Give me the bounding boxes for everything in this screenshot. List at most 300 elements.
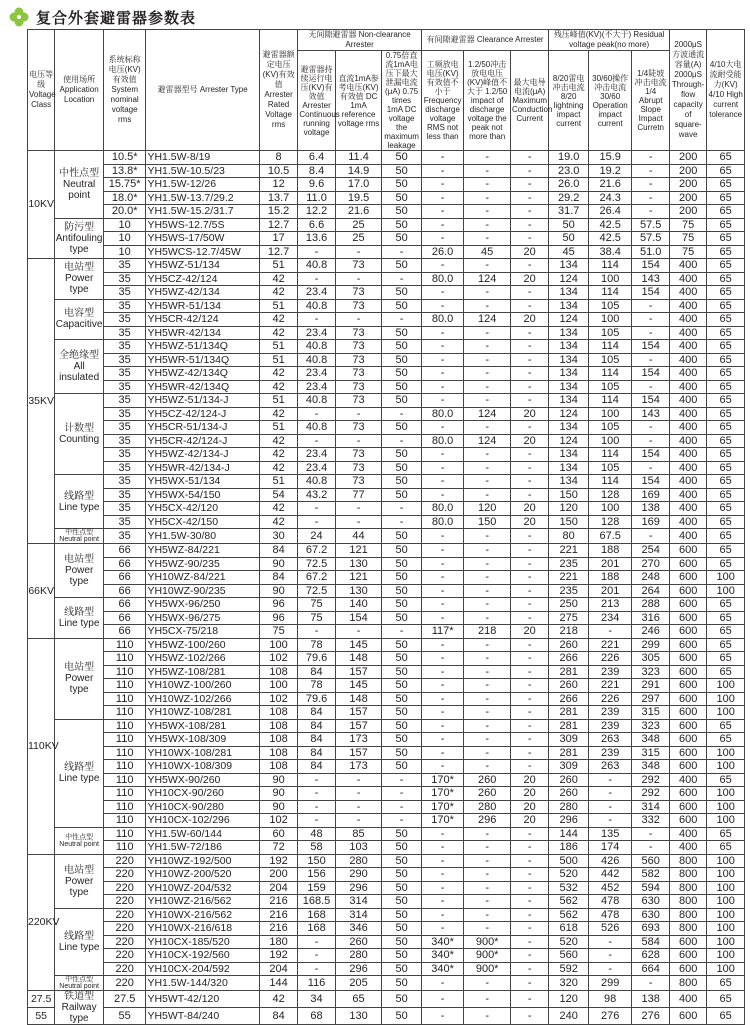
- value-cell: -: [464, 353, 511, 367]
- value-cell: 65: [707, 299, 745, 313]
- value-cell: 50: [382, 340, 422, 354]
- value-cell: -: [510, 232, 548, 246]
- value-cell: 159: [298, 881, 335, 895]
- value-cell: 65: [707, 598, 745, 612]
- value-cell: 145: [335, 638, 382, 652]
- value-cell: 108: [259, 665, 297, 679]
- value-cell: 57.5: [632, 218, 669, 232]
- table-row: [28, 367, 745, 381]
- value-cell: 65: [707, 151, 745, 165]
- value-cell: 400: [669, 421, 706, 435]
- value-cell: -: [421, 706, 464, 720]
- value-cell: -: [510, 652, 548, 666]
- value-cell: 66: [103, 611, 146, 625]
- value-cell: 600: [669, 692, 706, 706]
- value-cell: 281: [549, 665, 588, 679]
- value-cell: 50: [382, 841, 422, 855]
- value-cell: -: [632, 434, 669, 448]
- location-cell: 线路型 Line type: [55, 598, 104, 639]
- value-cell: 218: [464, 625, 511, 639]
- value-cell: -: [464, 706, 511, 720]
- value-cell: 51: [259, 475, 297, 489]
- value-cell: 800: [669, 895, 706, 909]
- value-cell: 220: [103, 908, 146, 922]
- value-cell: -: [632, 976, 669, 991]
- table-row: [28, 652, 745, 666]
- header-res-820: 8/20雷电冲击电流 8/20 lightning impact current: [549, 51, 588, 151]
- value-cell: -: [298, 787, 335, 801]
- table-row: [28, 935, 745, 949]
- value-cell: 50: [382, 557, 422, 571]
- value-cell: 65: [707, 515, 745, 529]
- value-cell: 594: [632, 881, 669, 895]
- value-cell: 600: [669, 1008, 706, 1025]
- value-cell: 78: [298, 679, 335, 693]
- value-cell: 600: [669, 706, 706, 720]
- value-cell: 108: [259, 719, 297, 733]
- value-cell: -: [464, 286, 511, 300]
- value-cell: 72: [259, 841, 297, 855]
- value-cell: 65: [707, 340, 745, 354]
- value-cell: 42.5: [588, 218, 632, 232]
- value-cell: -: [510, 380, 548, 394]
- value-cell: -: [464, 475, 511, 489]
- value-cell: -: [298, 814, 335, 828]
- value-cell: 14.9: [335, 164, 382, 178]
- model-cell: YH5CZ-42/124-J: [146, 407, 259, 421]
- value-cell: 134: [549, 286, 588, 300]
- value-cell: 13.7: [259, 191, 297, 205]
- value-cell: 57.5: [632, 232, 669, 246]
- value-cell: -: [335, 515, 382, 529]
- table-row: [28, 218, 745, 232]
- value-cell: -: [335, 773, 382, 787]
- value-cell: 73: [335, 367, 382, 381]
- value-cell: -: [510, 760, 548, 774]
- value-cell: 600: [669, 746, 706, 760]
- model-cell: YH5WS-17/50W: [146, 232, 259, 246]
- value-cell: 65: [707, 232, 745, 246]
- value-cell: -: [421, 638, 464, 652]
- value-cell: 234: [588, 611, 632, 625]
- model-cell: YH5WX-96/275: [146, 611, 259, 625]
- value-cell: 800: [669, 881, 706, 895]
- table-row: [28, 841, 745, 855]
- value-cell: -: [421, 421, 464, 435]
- value-cell: -: [464, 218, 511, 232]
- value-cell: -: [510, 991, 548, 1008]
- value-cell: -: [464, 529, 511, 544]
- value-cell: 124: [464, 313, 511, 327]
- value-cell: 400: [669, 502, 706, 516]
- value-cell: 51: [259, 421, 297, 435]
- value-cell: 600: [669, 719, 706, 733]
- value-cell: 80.0: [421, 515, 464, 529]
- value-cell: -: [510, 827, 548, 841]
- value-cell: 600: [669, 962, 706, 976]
- value-cell: -: [464, 746, 511, 760]
- value-cell: 239: [588, 665, 632, 679]
- value-cell: 105: [588, 299, 632, 313]
- value-cell: 50: [382, 827, 422, 841]
- location-cell: 电站型 Power type: [55, 854, 104, 908]
- model-cell: YH5WS-12.7/5S: [146, 218, 259, 232]
- value-cell: 50: [382, 895, 422, 909]
- value-cell: -: [464, 841, 511, 855]
- model-cell: YH10WZ-204/532: [146, 881, 259, 895]
- value-cell: -: [298, 773, 335, 787]
- value-cell: 400: [669, 461, 706, 475]
- value-cell: -: [510, 881, 548, 895]
- value-cell: 114: [588, 394, 632, 408]
- value-cell: 100: [707, 584, 745, 598]
- value-cell: 18.0*: [103, 191, 146, 205]
- model-cell: YH5WX-90/260: [146, 773, 259, 787]
- value-cell: -: [421, 448, 464, 462]
- value-cell: 260: [335, 935, 382, 949]
- value-cell: 188: [588, 571, 632, 585]
- voltage-level-cell: 110KV: [28, 638, 55, 854]
- value-cell: 400: [669, 407, 706, 421]
- value-cell: 42: [259, 272, 297, 286]
- value-cell: 174: [588, 841, 632, 855]
- value-cell: 65: [707, 1008, 745, 1025]
- value-cell: -: [421, 151, 464, 165]
- value-cell: 50: [382, 394, 422, 408]
- value-cell: 170*: [421, 773, 464, 787]
- value-cell: 35: [103, 353, 146, 367]
- value-cell: -: [510, 544, 548, 558]
- model-cell: YH1.5W-30/80: [146, 529, 259, 544]
- model-cell: YH5WZ-102/266: [146, 652, 259, 666]
- value-cell: -: [510, 611, 548, 625]
- value-cell: 276: [588, 1008, 632, 1025]
- value-cell: 50: [382, 178, 422, 192]
- value-cell: 35: [103, 448, 146, 462]
- value-cell: 200: [669, 164, 706, 178]
- value-cell: 20.0*: [103, 205, 146, 219]
- value-cell: -: [335, 434, 382, 448]
- value-cell: -: [510, 529, 548, 544]
- value-cell: 80.0: [421, 407, 464, 421]
- table-row: [28, 178, 745, 192]
- table-row: [28, 814, 745, 828]
- value-cell: 110: [103, 800, 146, 814]
- table-row: [28, 962, 745, 976]
- value-cell: 200: [259, 868, 297, 882]
- value-cell: -: [335, 502, 382, 516]
- value-cell: 100: [588, 502, 632, 516]
- value-cell: 260: [464, 787, 511, 801]
- value-cell: 105: [588, 461, 632, 475]
- value-cell: 35: [103, 299, 146, 313]
- value-cell: 65: [707, 529, 745, 544]
- value-cell: 134: [549, 340, 588, 354]
- value-cell: 216: [259, 908, 297, 922]
- value-cell: -: [510, 557, 548, 571]
- table-row: [28, 461, 745, 475]
- value-cell: 800: [669, 976, 706, 991]
- value-cell: 348: [632, 733, 669, 747]
- value-cell: 592: [549, 962, 588, 976]
- table-row: [28, 733, 745, 747]
- value-cell: 110: [103, 733, 146, 747]
- value-cell: -: [421, 557, 464, 571]
- value-cell: 600: [669, 679, 706, 693]
- value-cell: 108: [259, 706, 297, 720]
- value-cell: 65: [707, 313, 745, 327]
- value-cell: 31.7: [549, 205, 588, 219]
- value-cell: 400: [669, 394, 706, 408]
- header-model: 避雷器型号 Arrester Type: [146, 30, 259, 151]
- value-cell: 65: [707, 475, 745, 489]
- value-cell: 121: [335, 544, 382, 558]
- value-cell: 50: [382, 598, 422, 612]
- table-row: [28, 434, 745, 448]
- value-cell: -: [464, 908, 511, 922]
- value-cell: 50: [382, 299, 422, 313]
- value-cell: 75: [669, 218, 706, 232]
- value-cell: 96: [259, 598, 297, 612]
- value-cell: 35: [103, 286, 146, 300]
- value-cell: 400: [669, 367, 706, 381]
- value-cell: 130: [335, 584, 382, 598]
- value-cell: 204: [259, 962, 297, 976]
- value-cell: 73: [335, 299, 382, 313]
- value-cell: 150: [549, 488, 588, 502]
- value-cell: 108: [259, 746, 297, 760]
- value-cell: -: [510, 205, 548, 219]
- value-cell: 50: [382, 1008, 422, 1025]
- value-cell: 66: [103, 598, 146, 612]
- value-cell: 169: [632, 488, 669, 502]
- value-cell: 200: [669, 205, 706, 219]
- value-cell: 23.4: [298, 448, 335, 462]
- header-nc-ref: 直流1mA参考电压(KV)有效值 DC 1mA reference voltage rms: [335, 51, 382, 151]
- table-row: [28, 625, 745, 639]
- table-row: [28, 259, 745, 273]
- value-cell: 280: [335, 949, 382, 963]
- value-cell: 157: [335, 719, 382, 733]
- value-cell: 100: [707, 868, 745, 882]
- value-cell: 50: [382, 353, 422, 367]
- value-cell: 150: [464, 515, 511, 529]
- value-cell: -: [464, 421, 511, 435]
- value-cell: 600: [669, 611, 706, 625]
- value-cell: -: [464, 380, 511, 394]
- value-cell: 15.2: [259, 205, 297, 219]
- value-cell: -: [510, 394, 548, 408]
- value-cell: -: [464, 571, 511, 585]
- value-cell: 50: [382, 746, 422, 760]
- value-cell: 630: [632, 908, 669, 922]
- value-cell: -: [588, 773, 632, 787]
- value-cell: 348: [632, 760, 669, 774]
- value-cell: -: [421, 827, 464, 841]
- value-cell: -: [510, 151, 548, 165]
- value-cell: 51: [259, 340, 297, 354]
- value-cell: 50: [382, 421, 422, 435]
- table-row: [28, 502, 745, 516]
- value-cell: 19.2: [588, 164, 632, 178]
- value-cell: 21.6: [588, 178, 632, 192]
- value-cell: -: [510, 638, 548, 652]
- value-cell: 65: [707, 205, 745, 219]
- value-cell: 72.5: [298, 557, 335, 571]
- value-cell: 296: [464, 814, 511, 828]
- value-cell: 98: [588, 991, 632, 1008]
- location-cell: 中性点型 Neutral point: [55, 151, 104, 219]
- value-cell: 35: [103, 488, 146, 502]
- value-cell: -: [464, 827, 511, 841]
- value-cell: 72.5: [298, 584, 335, 598]
- value-cell: 235: [549, 557, 588, 571]
- model-cell: YH5WT-42/120: [146, 991, 259, 1008]
- model-cell: YH5WZ-51/134-J: [146, 394, 259, 408]
- value-cell: -: [510, 854, 548, 868]
- value-cell: 50: [382, 367, 422, 381]
- value-cell: 50: [382, 584, 422, 598]
- value-cell: 120: [549, 502, 588, 516]
- value-cell: 40.8: [298, 299, 335, 313]
- value-cell: 65: [707, 326, 745, 340]
- table-row: [28, 326, 745, 340]
- value-cell: 23.4: [298, 286, 335, 300]
- value-cell: 400: [669, 448, 706, 462]
- value-cell: 6.4: [298, 151, 335, 165]
- value-cell: 124: [549, 434, 588, 448]
- model-cell: YH5WZ-90/235: [146, 557, 259, 571]
- value-cell: 42: [259, 434, 297, 448]
- header-c-impulse: 1.2/50冲击放电电压(KV)峰值不大于 1.2/50 impact of discharge voltage the peak not more than: [464, 51, 511, 151]
- value-cell: 400: [669, 529, 706, 544]
- value-cell: 102: [259, 652, 297, 666]
- table-row: [28, 679, 745, 693]
- value-cell: 35: [103, 394, 146, 408]
- value-cell: -: [588, 800, 632, 814]
- value-cell: -: [510, 895, 548, 909]
- value-cell: -: [421, 1008, 464, 1025]
- value-cell: 42: [259, 461, 297, 475]
- value-cell: 20: [510, 515, 548, 529]
- value-cell: 220: [103, 854, 146, 868]
- model-cell: YH5WZ-51/134: [146, 259, 259, 273]
- value-cell: 216: [259, 922, 297, 936]
- value-cell: 320: [549, 976, 588, 991]
- value-cell: 44: [335, 529, 382, 544]
- value-cell: 38.4: [588, 245, 632, 259]
- value-cell: -: [335, 272, 382, 286]
- value-cell: -: [510, 719, 548, 733]
- value-cell: 213: [588, 598, 632, 612]
- value-cell: 50: [382, 679, 422, 693]
- value-cell: 50: [382, 611, 422, 625]
- table-row: [28, 164, 745, 178]
- value-cell: 296: [335, 881, 382, 895]
- value-cell: -: [464, 340, 511, 354]
- value-cell: 520: [549, 868, 588, 882]
- value-cell: 148: [335, 692, 382, 706]
- value-cell: -: [632, 326, 669, 340]
- value-cell: 600: [669, 544, 706, 558]
- value-cell: -: [464, 854, 511, 868]
- table-row: [28, 488, 745, 502]
- value-cell: -: [464, 205, 511, 219]
- value-cell: -: [335, 814, 382, 828]
- value-cell: -: [382, 502, 422, 516]
- value-cell: 221: [549, 544, 588, 558]
- value-cell: 11.0: [298, 191, 335, 205]
- model-cell: YH5CR-51/134-J: [146, 421, 259, 435]
- value-cell: 65: [707, 461, 745, 475]
- clover-icon: [8, 6, 30, 28]
- value-cell: -: [510, 841, 548, 855]
- value-cell: 134: [549, 475, 588, 489]
- value-cell: 600: [669, 652, 706, 666]
- value-cell: 84: [259, 544, 297, 558]
- value-cell: 50: [549, 232, 588, 246]
- value-cell: 110: [103, 760, 146, 774]
- value-cell: 134: [549, 380, 588, 394]
- value-cell: 478: [588, 895, 632, 909]
- value-cell: 560: [632, 854, 669, 868]
- model-cell: YH5CZ-42/124: [146, 272, 259, 286]
- value-cell: 100: [259, 638, 297, 652]
- value-cell: 340*: [421, 962, 464, 976]
- value-cell: 168.5: [298, 895, 335, 909]
- value-cell: 12.7: [259, 218, 297, 232]
- value-cell: 500: [549, 854, 588, 868]
- value-cell: -: [421, 760, 464, 774]
- value-cell: 400: [669, 475, 706, 489]
- value-cell: 50: [382, 259, 422, 273]
- value-cell: 100: [707, 746, 745, 760]
- value-cell: -: [421, 340, 464, 354]
- value-cell: -: [464, 611, 511, 625]
- value-cell: -: [510, 367, 548, 381]
- value-cell: -: [421, 991, 464, 1008]
- value-cell: 50: [382, 962, 422, 976]
- value-cell: 221: [588, 679, 632, 693]
- value-cell: 157: [335, 706, 382, 720]
- value-cell: 26.4: [588, 205, 632, 219]
- value-cell: 6.6: [298, 218, 335, 232]
- value-cell: 110: [103, 814, 146, 828]
- table-row: [28, 448, 745, 462]
- value-cell: 154: [632, 475, 669, 489]
- value-cell: 260: [464, 773, 511, 787]
- table-row: [28, 773, 745, 787]
- value-cell: -: [510, 962, 548, 976]
- value-cell: 114: [588, 286, 632, 300]
- model-cell: YH5WR-42/134Q: [146, 380, 259, 394]
- table-row: [28, 787, 745, 801]
- value-cell: 35: [103, 380, 146, 394]
- value-cell: -: [632, 353, 669, 367]
- value-cell: 400: [669, 434, 706, 448]
- value-cell: 102: [259, 814, 297, 828]
- model-cell: YH5CX-42/120: [146, 502, 259, 516]
- model-cell: YH10WZ-90/235: [146, 584, 259, 598]
- value-cell: -: [510, 286, 548, 300]
- value-cell: 50: [382, 638, 422, 652]
- value-cell: 12.2: [298, 205, 335, 219]
- location-cell: 电站型 Power type: [55, 544, 104, 598]
- value-cell: 600: [669, 733, 706, 747]
- table-row: [28, 706, 745, 720]
- value-cell: -: [632, 178, 669, 192]
- value-cell: -: [588, 949, 632, 963]
